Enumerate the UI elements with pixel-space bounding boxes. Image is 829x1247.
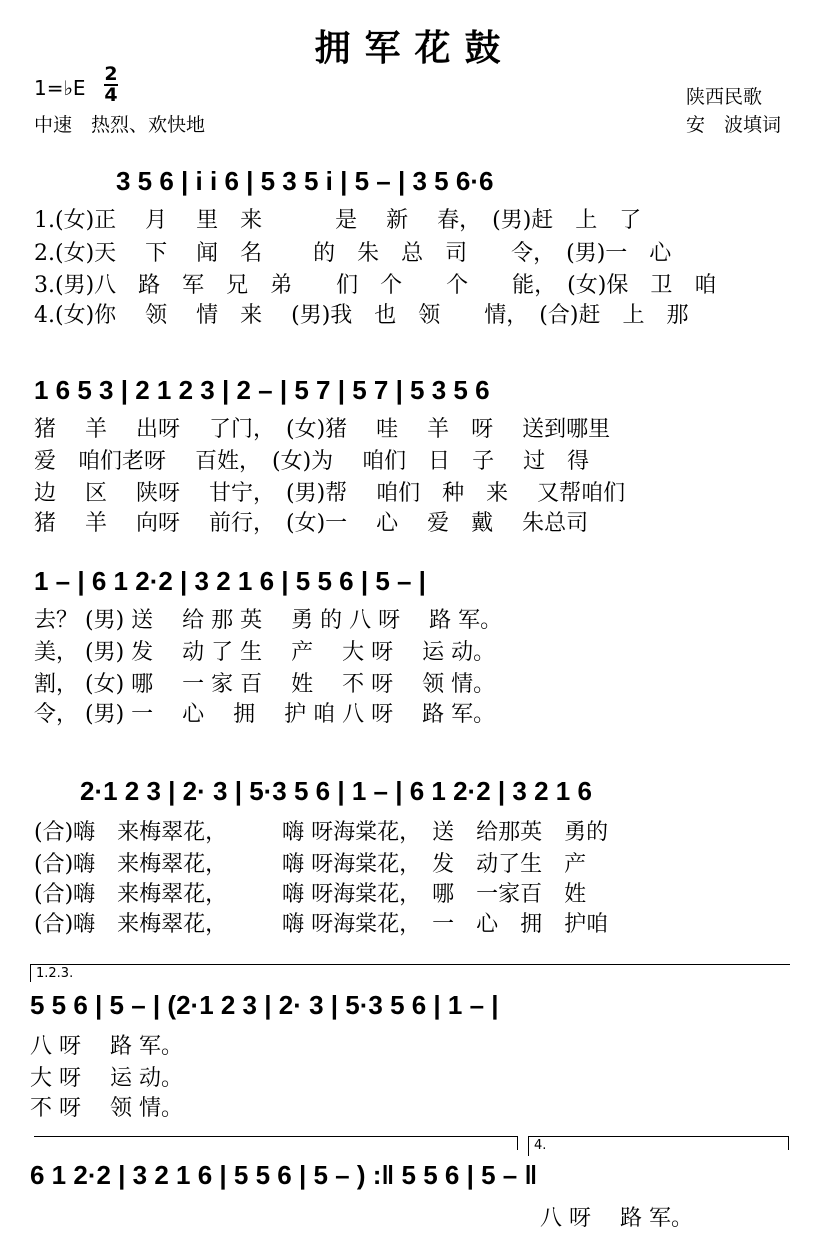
lyricist-credit: 安 波填词 [686, 114, 782, 136]
lyric-s2-v3: 边 区 陕呀 甘宁， (男)帮 咱们 种 来 又帮咱们 [34, 481, 626, 506]
origin-credit: 陕西民歌 [686, 86, 763, 108]
lyric-s6-v4: 八 呀 路 军。 [540, 1206, 693, 1231]
tempo-marking: 中速 热烈、欢快地 [34, 114, 206, 136]
volta-label-4: 4. [534, 1138, 547, 1153]
volta-bracket-4-end [788, 1136, 789, 1150]
notes-system-1: 3 5 6 | i i 6 | 5 3 5 i | 5 – | 3 5 6·6 [116, 166, 494, 196]
lyric-s1-v1: 1.(女)正 月 里 来 是 新 春， (男)赶 上 了 [34, 208, 642, 233]
lyric-s4-v3: (合)嗨 来梅翠花， 嗨 呀海棠花， 哪 一家百 姓 [34, 882, 587, 907]
time-signature-beats: 2 [104, 63, 118, 85]
volta-bracket-4-edge [528, 1136, 529, 1156]
lyric-s5-v3: 不 呀 领 情。 [30, 1096, 183, 1121]
notes-system-5: 5 5 6 | 5 – | (2·1 2 3 | 2· 3 | 5·3 5 6 | 1 – | [30, 990, 499, 1020]
lyric-s5-v2: 大 呀 运 动。 [30, 1066, 183, 1091]
notes-system-2: 1 6 5 3 | 2 1 2 3 | 2 – | 5 7 | 5 7 | 5 3 5 6 [34, 375, 490, 405]
lyric-s3-v3: 割， (女) 哪 一 家 百 姓 不 呀 领 情。 [34, 672, 496, 697]
lyric-s3-v1: 去？ (男) 送 给 那 英 勇 的 八 呀 路 军。 [34, 608, 503, 633]
lyric-s4-v2: (合)嗨 来梅翠花， 嗨 呀海棠花， 发 动了生 产 [34, 852, 587, 877]
notes-system-6: 6 1 2·2 | 3 2 1 6 | 5 5 6 | 5 – ) :‖ 5 5 6 | 5 – ‖ [30, 1160, 538, 1190]
lyric-s1-v3: 3.(男)八 路 军 兄 弟 们 个 个 能， (女)保 卫 咱 [34, 273, 717, 298]
lyric-s5-v1: 八 呀 路 军。 [30, 1034, 183, 1059]
volta-bracket-continuation [34, 1136, 518, 1137]
volta-bracket-continuation-end [517, 1136, 518, 1150]
notes-system-3: 1 – | 6 1 2·2 | 3 2 1 6 | 5 5 6 | 5 – | [34, 566, 426, 596]
volta-bracket-1-edge [30, 964, 31, 982]
lyric-s2-v1: 猪 羊 出呀 了门， (女)猪 哇 羊 呀 送到哪里 [34, 417, 611, 442]
key-signature: 1=♭E [34, 76, 86, 100]
lyric-s4-v1: (合)嗨 来梅翠花， 嗨 呀海棠花， 送 给那英 勇的 [34, 820, 609, 845]
lyric-s3-v2: 美， (男) 发 动 了 生 产 大 呀 运 动。 [34, 640, 496, 665]
song-title: 拥军花鼓 [314, 27, 515, 69]
lyric-s4-v4: (合)嗨 来梅翠花， 嗨 呀海棠花， 一 心 拥 护咱 [34, 912, 609, 937]
lyric-s2-v4: 猪 羊 向呀 前行， (女)一 心 爱 戴 朱总司 [34, 511, 589, 536]
lyric-s1-v2: 2.(女)天 下 闻 名 的 朱 总 司 令， (男)一 心 [34, 241, 672, 266]
lyric-s1-v4: 4.(女)你 领 情 来 (男)我 也 领 情， (合)赶 上 那 [34, 303, 689, 328]
time-signature-unit: 4 [104, 84, 118, 106]
lyric-s3-v4: 令， (男) 一 心 拥 护 咱 八 呀 路 军。 [34, 702, 496, 727]
lyric-s2-v2: 爱 咱们老呀 百姓， (女)为 咱们 日 子 过 得 [34, 449, 590, 474]
notes-system-4: 2·1 2 3 | 2· 3 | 5·3 5 6 | 1 – | 6 1 2·2 | 3 2 1 6 [80, 776, 592, 806]
volta-bracket-4 [528, 1136, 788, 1137]
time-signature [104, 63, 118, 106]
volta-bracket-1 [30, 964, 790, 965]
volta-label-1: 1.2.3. [36, 966, 74, 981]
